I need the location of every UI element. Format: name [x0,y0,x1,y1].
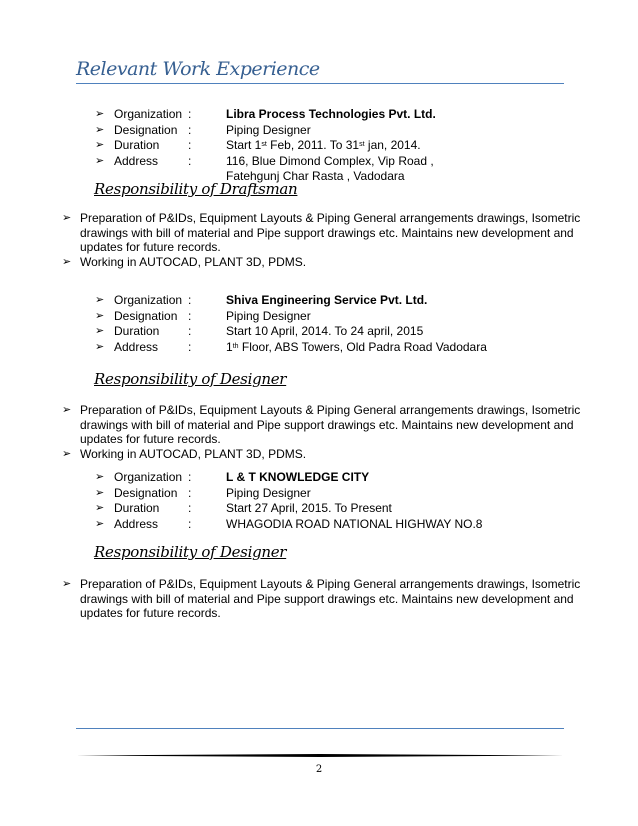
organization-value: Shiva Engineering Service Pvt. Ltd. [226,293,428,307]
designation-label: Designation [114,308,178,323]
list-item [62,403,582,447]
list-item [62,577,582,621]
organization-label: Organization [114,293,183,307]
footer-divider [76,754,564,757]
duration-part: jan, 2014. [364,138,421,152]
colon: : [188,122,192,137]
arrow-bullet-icon: ➢ [95,471,105,483]
duration-value: Start 27 April, 2015. To Present [226,501,392,515]
list-item [62,211,582,255]
responsibility-title: Responsibility of Draftsman [94,180,298,198]
footer-rule [76,728,564,729]
duration-label: Duration [114,324,160,338]
bullet-text: Working in AUTOCAD, PLANT 3D, PDMS. [80,446,307,461]
duration-label: Duration [114,138,160,152]
colon: : [188,324,192,338]
heading-rule [76,83,564,84]
job-3-bullets [62,577,582,621]
colon: : [188,107,192,121]
responsibility-title: Responsibility of Designer [94,370,287,388]
job-2-bullets [62,403,582,461]
list-item [62,255,582,270]
designation-value: Piping Designer [226,308,311,323]
colon: : [188,293,192,307]
arrow-bullet-icon: ➢ [95,108,105,120]
designation-label: Designation [114,485,178,500]
page-number: 2 [315,764,323,775]
duration-label: Duration [114,501,160,515]
address-value: WHAGODIA ROAD NATIONAL HIGHWAY NO.8 [226,516,483,531]
job-1-bullets [62,211,582,269]
organization-label: Organization [114,470,183,484]
arrow-bullet-icon: ➢ [62,255,72,268]
address-value-line2: Fatehgunj Char Rasta , Vadodara [226,169,405,183]
list-item [62,447,582,462]
duration-value [226,138,421,154]
colon: : [188,516,192,531]
address-part: 1 [226,339,233,354]
address-value [226,340,487,356]
arrow-bullet-icon: ➢ [95,486,105,499]
ordinal-suffix: th [232,342,239,350]
arrow-bullet-icon: ➢ [95,154,105,167]
arrow-bullet-icon: ➢ [95,123,105,136]
arrow-bullet-icon: ➢ [95,325,105,337]
duration-part: Start 1 [226,138,262,152]
bullet-text: Preparation of P&IDs, Equipment Layouts & Piping General arrangements drawings, Isometric drawings with bill of material and Pipe support drawings etc. Maintains new development and updates for future records. [80,403,581,446]
address-label: Address [114,153,159,168]
designation-label: Designation [114,122,178,137]
responsibility-title: Responsibility of Designer [94,543,287,561]
address-part: Floor, ABS Towers, Old Padra Road Vadodara [238,339,487,354]
address-label: Address [114,516,159,531]
arrow-bullet-icon: ➢ [62,212,72,224]
colon: : [188,308,192,323]
arrow-bullet-icon: ➢ [95,309,105,322]
duration-value: Start 10 April, 2014. To 24 april, 2015 [226,324,424,338]
colon: : [188,485,192,500]
colon: : [188,501,192,515]
organization-value: L & T KNOWLEDGE CITY [226,470,370,484]
address-label: Address [114,339,159,354]
organization-label: Organization [114,107,183,121]
arrow-bullet-icon: ➢ [95,340,105,353]
colon: : [188,138,192,152]
address-value: 116, Blue Dimond Complex, Vip Road , [226,153,434,168]
arrow-bullet-icon: ➢ [95,502,105,514]
arrow-bullet-icon: ➢ [95,139,105,151]
arrow-bullet-icon: ➢ [62,404,72,416]
arrow-bullet-icon: ➢ [95,294,105,306]
section-heading: Relevant Work Experience [76,58,320,80]
bullet-text: Working in AUTOCAD, PLANT 3D, PDMS. [80,254,307,269]
arrow-bullet-icon: ➢ [62,578,72,590]
colon: : [188,339,192,354]
organization-value: Libra Process Technologies Pvt. Ltd. [226,107,436,121]
ordinal-suffix: st [359,141,365,148]
bullet-text: Preparation of P&IDs, Equipment Layouts & Piping General arrangements drawings, Isometric drawings with bill of material and Pipe support drawings etc. Maintains new development and updates for future records. [80,211,581,254]
duration-part: Feb, 2011. To 31 [266,138,360,152]
ordinal-suffix: st [261,141,267,148]
designation-value: Piping Designer [226,485,311,500]
arrow-bullet-icon: ➢ [95,517,105,530]
designation-value: Piping Designer [226,122,311,137]
arrow-bullet-icon: ➢ [62,447,72,460]
bullet-text: Preparation of P&IDs, Equipment Layouts & Piping General arrangements drawings, Isometric drawings with bill of material and Pipe support drawings etc. Maintains new development and updates for future records. [80,577,581,620]
colon: : [188,470,192,484]
colon: : [188,153,192,168]
